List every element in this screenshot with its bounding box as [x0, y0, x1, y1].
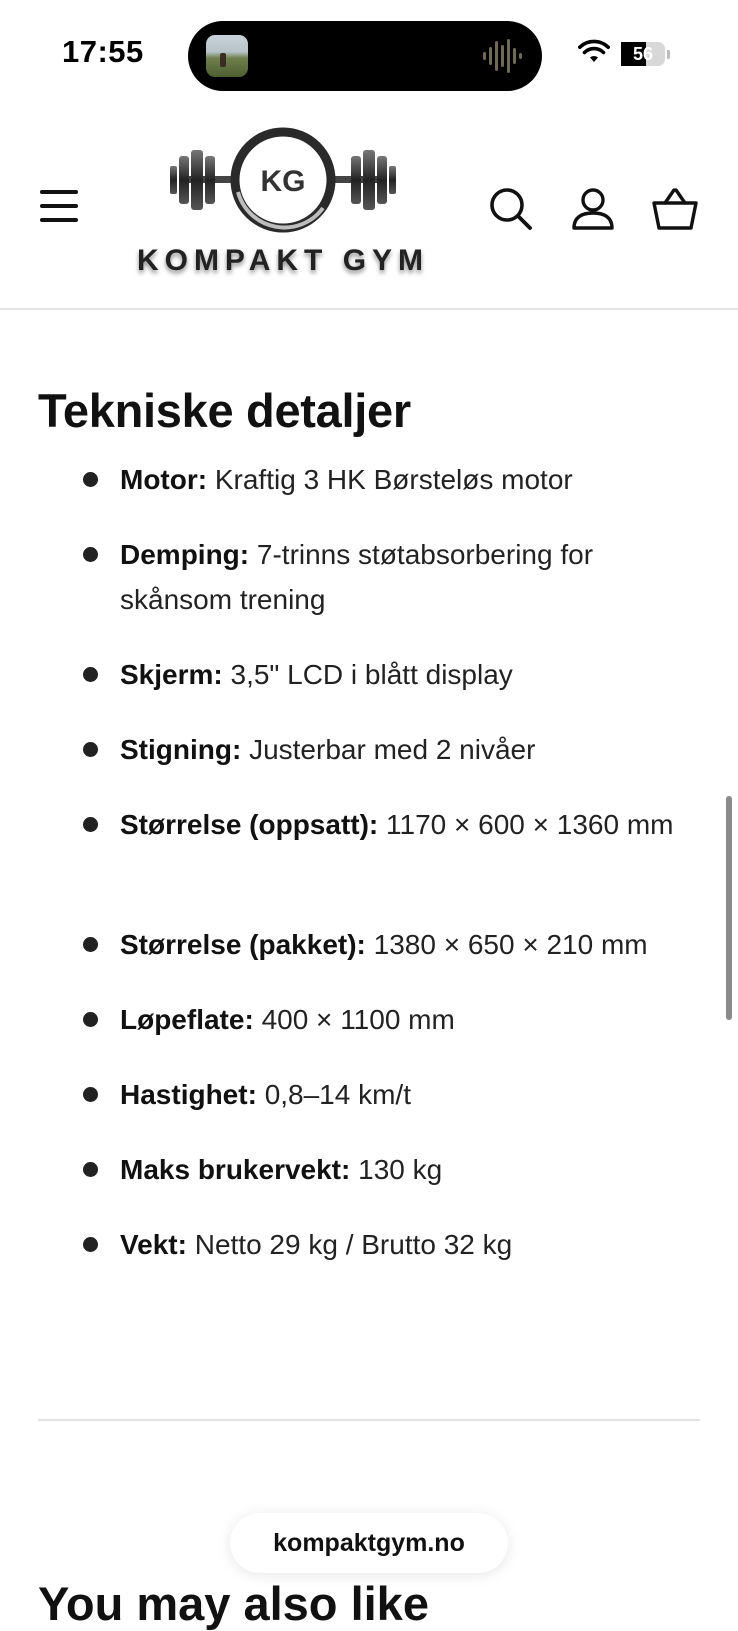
- spec-label: Demping:: [120, 539, 250, 570]
- logo-badge: KG: [260, 165, 306, 198]
- spec-item-storrelse-oppsatt: [120, 802, 710, 847]
- wifi-icon: [578, 40, 610, 64]
- bullet: [83, 667, 98, 682]
- spec-item-demping: [120, 532, 710, 622]
- logo-text: KOMPAKT GYM: [136, 244, 430, 277]
- spec-label: Størrelse (oppsatt):: [120, 809, 379, 840]
- barbell-logo-icon: [118, 122, 448, 242]
- spec-value: 1380 × 650 × 210 mm: [373, 929, 648, 960]
- kompakt-gym-logo[interactable]: [118, 122, 448, 287]
- section-title: Tekniske detaljer: [38, 384, 411, 437]
- spec-value: 0,8–14 km/t: [264, 1079, 411, 1110]
- spec-item-lopeflate: [120, 997, 710, 1042]
- spec-item-maks-brukervekt: [120, 1147, 710, 1192]
- bullet: [83, 1012, 98, 1027]
- spec-label: Maks brukervekt:: [120, 1154, 351, 1185]
- spec-label: Størrelse (pakket):: [120, 929, 366, 960]
- you-may-also-like-heading: You may also like: [38, 1577, 429, 1630]
- spec-item-skjerm: [120, 652, 710, 697]
- status-bar: [0, 0, 738, 100]
- bullet: [83, 1237, 98, 1252]
- spec-value: 1170 × 600 × 1360 mm: [386, 809, 674, 840]
- spec-label: Stigning:: [120, 734, 242, 765]
- spec-item-storrelse-pakket: [120, 922, 720, 967]
- hamburger-menu-icon[interactable]: [38, 188, 82, 224]
- battery-icon: [621, 42, 665, 66]
- spec-value: 400 × 1100 mm: [261, 1004, 455, 1035]
- bullet: [83, 1087, 98, 1102]
- bullet: [83, 937, 98, 952]
- status-time: 17:55: [62, 34, 144, 69]
- spec-label: Hastighet:: [120, 1079, 257, 1110]
- spec-value: 7-trinns støtabsorbering for skånsom trening: [120, 539, 594, 615]
- spec-label: Skjerm:: [120, 659, 223, 690]
- bullet: [83, 1162, 98, 1177]
- now-playing-thumbnail: [206, 35, 248, 77]
- audio-waveform-icon: [482, 38, 522, 74]
- user-icon[interactable]: [570, 186, 616, 232]
- spec-label: Løpeflate:: [120, 1004, 254, 1035]
- browser-url-pill[interactable]: [230, 1513, 508, 1573]
- spec-item-motor: [120, 457, 710, 502]
- section-divider: [38, 1419, 700, 1421]
- spec-value: 130 kg: [358, 1154, 443, 1185]
- spec-item-vekt: [120, 1222, 710, 1267]
- spec-label: Vekt:: [120, 1229, 187, 1260]
- spec-label: Motor:: [120, 464, 208, 495]
- site-header: [0, 100, 738, 310]
- bullet: [83, 547, 98, 562]
- dynamic-island[interactable]: [188, 21, 542, 91]
- bullet: [83, 817, 98, 832]
- basket-icon[interactable]: [652, 186, 698, 232]
- spec-value: Kraftig 3 HK Børsteløs motor: [214, 464, 573, 495]
- url-text: kompaktgym.no: [273, 1528, 465, 1557]
- spec-item-stigning: [120, 727, 710, 772]
- battery-level: 56: [632, 44, 654, 64]
- spec-value: Netto 29 kg / Brutto 32 kg: [194, 1229, 513, 1260]
- battery-cap: [667, 50, 670, 59]
- bullet: [83, 742, 98, 757]
- spec-item-hastighet: [120, 1072, 710, 1117]
- scrollbar[interactable]: [726, 796, 732, 1020]
- spec-value: Justerbar med 2 nivåer: [249, 734, 536, 765]
- search-icon[interactable]: [488, 186, 534, 232]
- bullet: [83, 472, 98, 487]
- spec-value: 3,5" LCD i blått display: [230, 659, 513, 690]
